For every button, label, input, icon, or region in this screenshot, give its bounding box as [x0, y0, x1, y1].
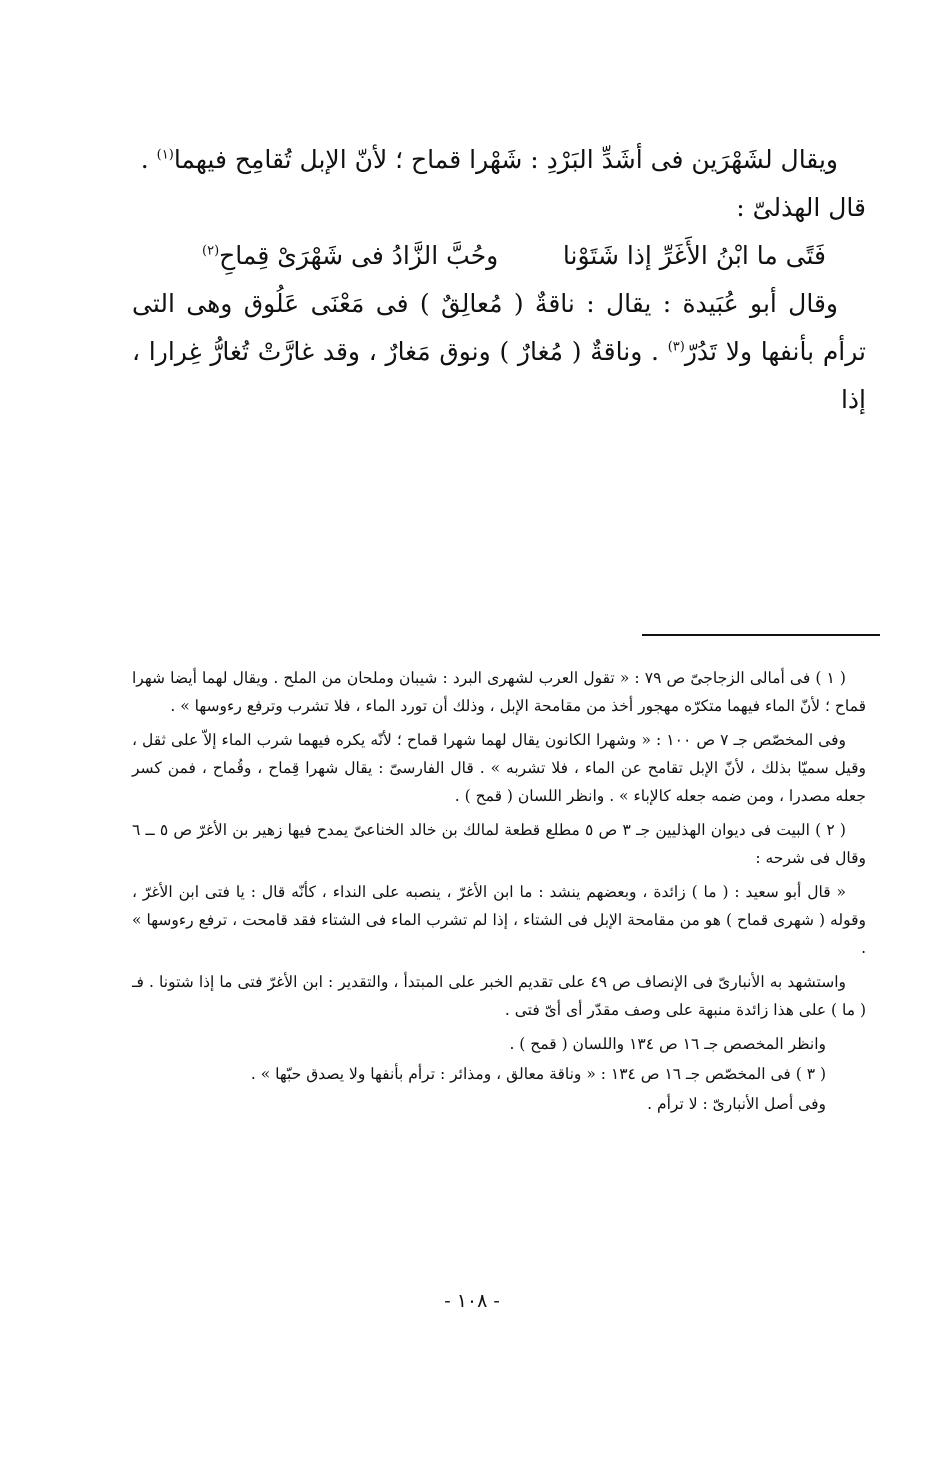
footnote-1-continued: وفى المخصّص جـ ٧ ص ١٠٠ : « وشهرا الكانون يقال لهما شهرا قماح ؛ لأنّه يكره فيهما شرب الماء إلاّ على ثقل ، وقيل سميّا بذلك ، لأنّ الإبل تقامح عن الماء ، فلا تشربه » . قال الفارسىّ : يقال شهرا قِماح ، وقُماح ، فمن كسر جعله مصدرا ، ومن ضمه جعله كالإباء » . وانظر اللسان ( قمح ) . — [132, 731, 866, 805]
footnote-1: ( ١ ) فى أمالى الزجاجىّ ص ٧٩ : « تقول العرب لشهرى البرد : شيبان وملحان من الملح . ويقال لهما أيضا شهرا قماح ؛ لأنّ الماء فيهما متكرّه مهجور أخذ من مقامحة الإبل ، وذلك أن تورد الماء ، فلا تشرب وترفع رءوسها » . — [132, 669, 866, 715]
verse-second-text: وحُبَّ الزَّادُ فى شَهْرَىْ قِماحِ — [219, 241, 499, 270]
footnote-ref-1: (١) — [156, 147, 174, 163]
paragraph-1-end: . — [140, 145, 157, 174]
main-text — [132, 136, 866, 424]
footnote-2-quote: « قال أبو سعيد : ( ما ) زائدة ، وبعضهم ينشد : ما ابن الأغرّ ، ينصبه على النداء ، كأنّه قال : يا فتى ابن الأغرّ ، وقوله ( شهرى قماح ) هو من مقامحة الإبل فى الشتاء ، إذا لم تشرب الماء فى الشتاء فقد قامحت ، ترفع رءوسها » . — [132, 883, 866, 957]
footnote-3: ( ٣ ) فى المخصّص جـ ١٦ ص ١٣٤ : « وناقة معالق ، ومذائر : ترأم بأنفها ولا يصدق حبّها » . — [250, 1065, 826, 1083]
verse-line — [132, 232, 866, 280]
verse-first-hemistich: فَتًى ما ابْنُ الأَغَرِّ إذا شَتَوْنا — [562, 241, 826, 270]
paragraph-1-text: ويقال لشَهْرَين فى أشَدِّ البَرْدِ : شَهْرا قماح ؛ لأنّ الإبل تُقامِح فيهما — [173, 145, 838, 174]
paragraph-2: قال الهذلىّ : — [736, 193, 866, 222]
footnote-2-reference: وانظر المخصص جـ ١٦ ص ١٣٤ واللسان ( قمح ) . — [509, 1035, 826, 1053]
footnote-ref-2: (٢) — [202, 243, 220, 259]
page-number: - ١٠٨ - — [444, 1290, 500, 1312]
paragraph-3-end: . وناقةٌ ( مُغارٌ ) ونوق مَغارٌ ، وقد غارَّتْ تُغارُّ غِرارا ، إذا — [132, 337, 866, 414]
footnotes — [132, 664, 866, 1120]
footnote-2: ( ٢ ) البيت فى ديوان الهذليين جـ ٣ ص ٥ مطلع قطعة لمالك بن خالد الخناعىّ يمدح فيها زهير بن الأغرّ ص ٥ ــ ٦ وقال فى شرحه : — [132, 821, 866, 867]
verse-second-hemistich — [202, 232, 498, 280]
paragraph-3 — [132, 280, 866, 424]
paragraph-1 — [132, 136, 866, 184]
footnote-ref-3: (٣) — [667, 339, 685, 355]
footnote-3-continued: وفى أصل الأنبارىّ : لا ترأم . — [647, 1095, 826, 1113]
footnote-divider — [642, 634, 880, 636]
paragraph-3-text: وقال أبو عُبَيدة : يقال : ناقةٌ ( مُعالِقٌ ) فى مَعْنَى عَلُوق وهى التى ترأم بأنفها ولا تَدُرّ — [132, 289, 866, 366]
footnote-2-citation: واستشهد به الأنبارىّ فى الإنصاف ص ٤٩ على تقديم الخبر على المبتدأ ، والتقدير : ابن الأغرّ فتى ما إذا شتونا . فـ ( ما ) على هذا زائدة منبهة على وصف مقدّر أى أىّ فتى . — [132, 973, 866, 1019]
